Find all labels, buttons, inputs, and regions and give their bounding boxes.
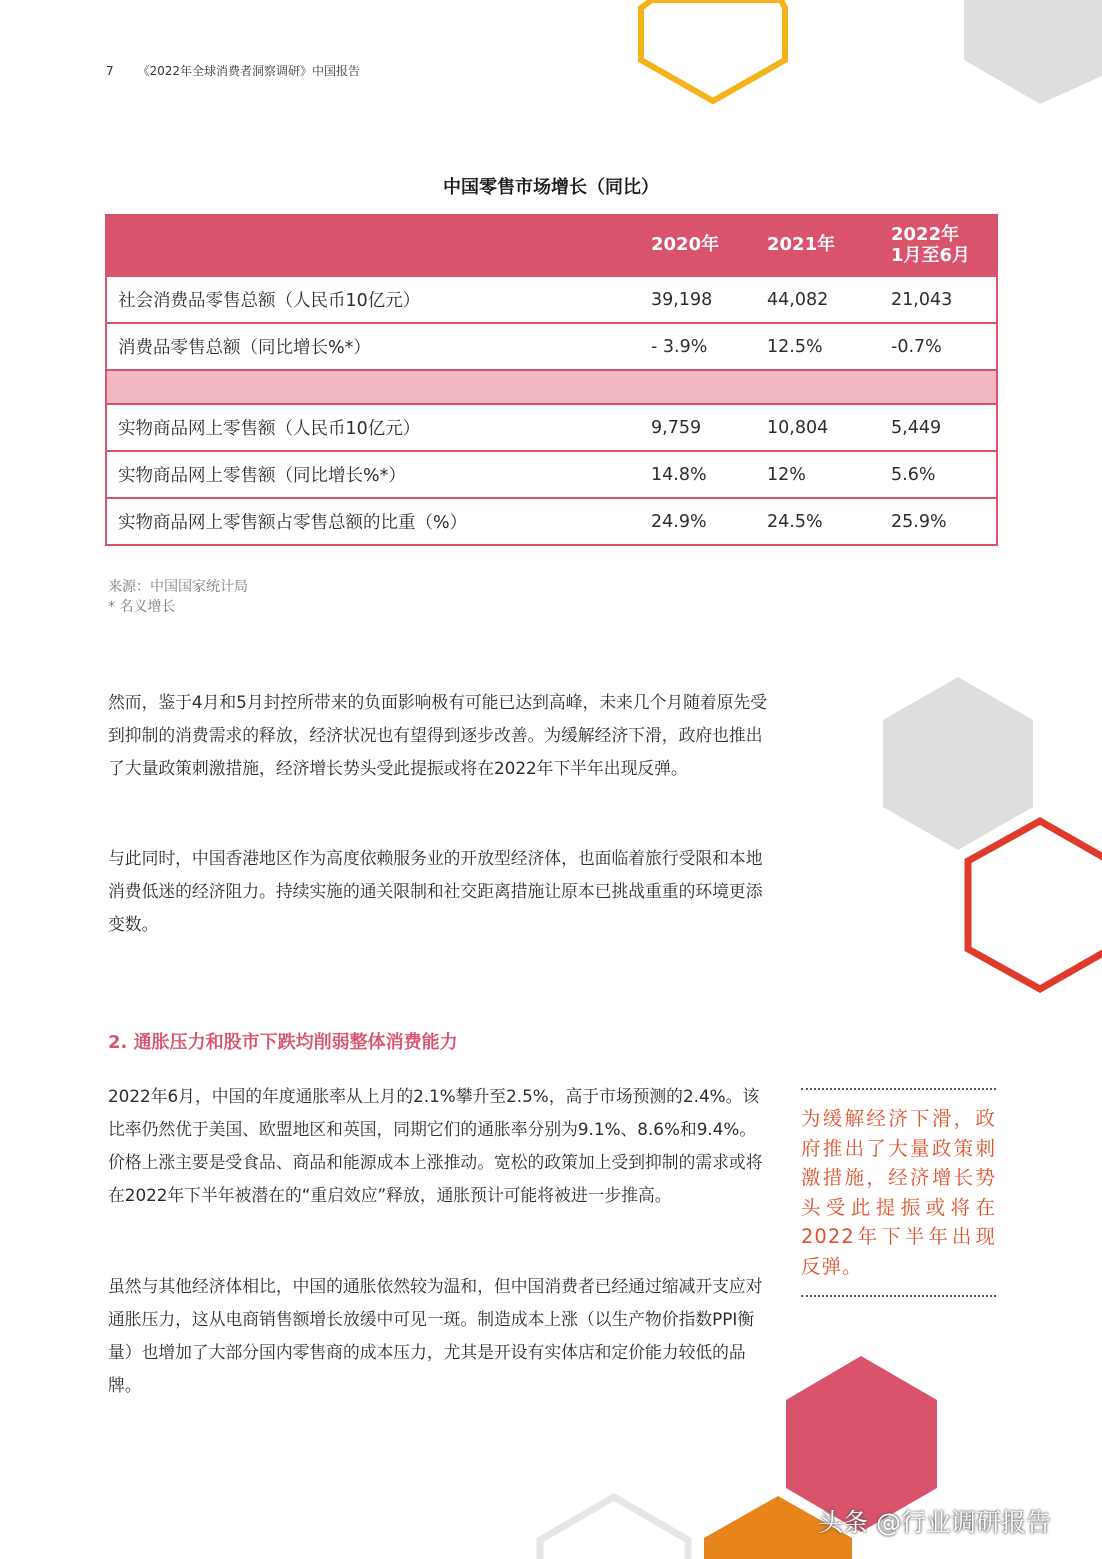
table-notes [108, 577, 248, 617]
pull-quote-text: 为缓解经济下滑，政府推出了大量政策刺激措施，经济增长势头受此提振或将在2022年下半年出现反弹。 [801, 1107, 996, 1278]
footnote: * 名义增长 [108, 599, 176, 615]
row-label: 社会消费品零售总额（人民币10亿元） [118, 291, 421, 311]
row-label: 实物商品网上零售额占零售总额的比重（%） [118, 513, 468, 533]
table-title: 中国零售市场增长（同比） [443, 177, 659, 198]
row-label: 实物商品网上零售额（同比增长%*） [118, 466, 406, 486]
table-row [106, 276, 997, 323]
cell-2021: 12% [767, 464, 806, 485]
body-paragraph-2: 与此同时，中国香港地区作为高度依赖服务业的开放型经济体，也面临着旅行受限和本地消费低迷的经济阻力。持续实施的通关限制和社交距离措施让原本已挑战重重的环境更添变数。 [108, 848, 763, 934]
retail-growth-table [105, 214, 998, 546]
body-paragraph-1: 然而，鉴于4月和5月封控所带来的负面影响极有可能已达到高峰，未来几个月随着原先受到抑制的消费需求的释放，经济状况也有望得到逐步改善。为缓解经济下滑，政府也推出了大量政策刺激措施，经济增长势头受此提振或将在2022年下半年出现反弹。 [108, 692, 768, 778]
cell-2020: 9,759 [651, 417, 702, 438]
row-label: 消费品零售总额（同比增长%*） [118, 338, 371, 358]
body-paragraph-4: 虽然与其他经济体相比，中国的通胀依然较为温和，但中国消费者已经通过缩减开支应对通胀压力，这从电商销售额增长放缓中可见一斑。制造成本上涨（以生产物价指数PPI衡量）也增加了大部分国内零售商的成本压力，尤其是开设有实体店和定价能力较低的品牌。 [108, 1276, 763, 1395]
header-cell-2022-h1: 2022年 1月至6月 [891, 223, 971, 266]
report-title: 《2022年全球消费者洞察调研》中国报告 [137, 64, 361, 78]
section-heading: 2. 通胀压力和股市下跌均削弱整体消费能力 [108, 1032, 458, 1053]
pull-quote [801, 1088, 996, 1297]
watermark: 头条 @行业调研报告 [818, 1508, 1051, 1537]
hexagon-gray-outline-bottom [540, 1497, 688, 1559]
row-label: 实物商品网上零售额（人民币10亿元） [118, 419, 421, 439]
cell-2022: -0.7% [891, 336, 942, 357]
cell-2020: 39,198 [651, 289, 713, 310]
cell-2022: 5,449 [891, 417, 942, 438]
table-row [106, 498, 997, 545]
cell-2022: 25.9% [891, 511, 947, 532]
cell-2022: 5.6% [891, 464, 936, 485]
cell-2022: 21,043 [891, 289, 953, 310]
hexagon-gray-mid [883, 677, 1033, 850]
header-cell-2020: 2020年 [651, 234, 720, 255]
cell-2021: 24.5% [767, 511, 823, 532]
table-header-row [106, 214, 997, 276]
hexagon-red-outline [968, 821, 1102, 989]
header-cell-2021: 2021年 [767, 234, 836, 255]
cell-2020: 24.9% [651, 511, 707, 532]
page-number: 7 [106, 64, 114, 78]
table-separator-row [106, 370, 997, 404]
hexagon-gray-top [964, 0, 1102, 104]
table-row [106, 404, 997, 451]
body-paragraph-3: 2022年6月，中国的年度通胀率从上月的2.1%攀升至2.5%，高于市场预测的2.4%。该比率仍然优于美国、欧盟地区和英国，同期它们的通胀率分别为9.1%、8.6%和9.4%。价格上涨主要是受食品、商品和能源成本上涨推动。宽松的政策加上受到抑制的需求或将在2022年下半年被潜在的“重启效应”释放，通胀预计可能将被进一步推高。 [108, 1086, 763, 1205]
source-note: 来源：中国国家统计局 [108, 579, 248, 595]
cell-2021: 12.5% [767, 336, 823, 357]
cell-2020: - 3.9% [651, 336, 708, 357]
cell-2021: 10,804 [767, 417, 829, 438]
page-header [106, 62, 360, 79]
cell-2020: 14.8% [651, 464, 707, 485]
table-row [106, 451, 997, 498]
hexagon-gold-outline [641, 0, 785, 101]
table-row [106, 323, 997, 370]
cell-2021: 44,082 [767, 289, 829, 310]
header-cell-blank [106, 214, 640, 276]
